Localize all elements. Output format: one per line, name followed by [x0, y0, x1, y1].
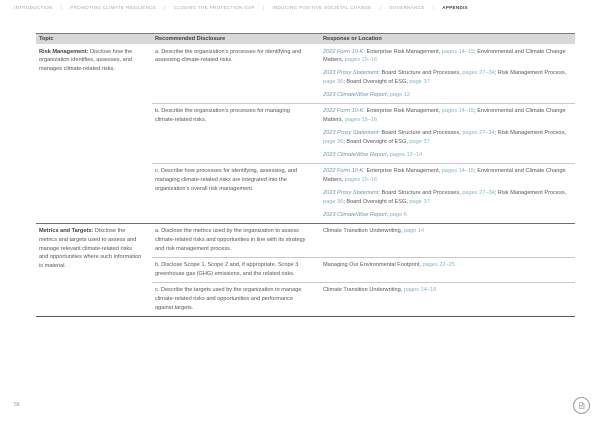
text-segment: Enterprise Risk Management,	[364, 108, 442, 115]
page-reference-link[interactable]: page 14	[403, 228, 425, 235]
page-reference-link[interactable]: pages 15–16	[344, 177, 378, 184]
response-paragraph	[323, 48, 573, 65]
nav-item-promoting-climate-resilience[interactable]: PROMOTING CLIMATE RESILIENCE	[70, 5, 157, 10]
disclosure-cell: c. Describe the targets used by the organization to manage climate-related risks and opportunities and performance against targets.	[155, 287, 302, 311]
topic-description: Disclose how the organization identifies, assesses, and manages climate-related risks.	[39, 48, 133, 72]
response-cell	[320, 104, 575, 163]
page-reference-link[interactable]: page 6	[389, 211, 407, 218]
column-header-response-or-location: Response or Location	[323, 35, 382, 42]
text-segment: ; Risk Management Process,	[494, 190, 567, 197]
page-number: 58	[14, 402, 20, 408]
text-segment: ; Board Oversight of ESG,	[343, 78, 410, 85]
topic-title: Metrics and Targets:	[39, 228, 94, 235]
table-row	[152, 44, 575, 103]
disclosure-cell: a. Disclose the metrics used by the organization to assess climate-related risks and opportunities in line with its strategy and risk management process.	[155, 228, 306, 252]
page-reference-link[interactable]: page 37	[409, 78, 430, 85]
response-cell	[320, 258, 575, 282]
response-cell	[320, 224, 575, 257]
disclosure-cell: c. Describe how processes for identifying, assessing, and managing climate-related risks are integrated into the organization’s overall risk management.	[155, 168, 298, 192]
text-segment: ,	[386, 211, 390, 218]
table-row	[152, 163, 575, 223]
response-paragraph	[323, 151, 573, 160]
nav-separator: |	[262, 5, 265, 10]
page-reference-link[interactable]: page 36	[323, 198, 344, 205]
document-name: 2022 Form 10-K:	[323, 168, 365, 175]
text-segment: ; Risk Management Process,	[494, 70, 567, 77]
page-reference-link[interactable]: page 37	[409, 198, 430, 205]
response-cell	[320, 44, 575, 103]
document-name: 2023 ClimateWise Report	[323, 91, 387, 98]
response-paragraph	[323, 69, 573, 86]
response-paragraph	[323, 129, 573, 146]
nav-separator: |	[60, 5, 63, 10]
response-paragraph	[323, 167, 573, 184]
response-paragraph	[323, 286, 573, 295]
topic-description: Disclose the metrics and targets used to assess and manage relevant climate-related risks and opportunities where such information is material.	[39, 228, 142, 269]
top-nav	[14, 5, 590, 11]
nav-separator: |	[432, 5, 435, 10]
document-name: 2022 Form 10-K:	[323, 108, 365, 115]
text-segment: Climate Transition Underwriting,	[323, 228, 404, 235]
page-reference-link[interactable]: pages 12–14	[389, 151, 423, 158]
table-row	[152, 103, 575, 163]
page-reference-link[interactable]: page 37	[409, 138, 430, 145]
page-reference-link[interactable]: pages 27–34	[462, 130, 495, 137]
document-name: 2023 Proxy Statement:	[323, 190, 380, 197]
column-header-recommended-disclosure: Recommended Disclosure	[155, 35, 226, 42]
document-name: 2023 ClimateWise Report	[323, 211, 387, 218]
page-reference-link[interactable]: page 36	[323, 138, 344, 145]
nav-item-introduction[interactable]: INTRODUCTION	[14, 5, 53, 10]
risk-management-group	[36, 44, 575, 223]
topic-cell-metrics-and-targets	[36, 224, 152, 316]
table-header-row	[36, 34, 575, 44]
text-segment: ; Environmental and Climate Change Matters,	[323, 48, 566, 64]
response-paragraph	[323, 107, 573, 124]
page-reference-link[interactable]: pages 15–16	[344, 57, 378, 64]
disclosure-cell: b. Describe the organization’s processes for managing climate-related risks.	[155, 108, 290, 124]
text-segment: ,	[386, 91, 390, 98]
response-paragraph	[323, 211, 573, 220]
topic-title: Risk Management:	[39, 48, 89, 55]
response-cell	[320, 164, 575, 223]
table-row	[152, 257, 575, 282]
nav-separator: |	[379, 5, 382, 10]
response-paragraph	[323, 227, 573, 236]
document-icon-glyph	[577, 401, 586, 410]
table-row	[152, 282, 575, 316]
page-reference-link[interactable]: pages 27–34	[462, 190, 495, 197]
nav-item-appendix[interactable]: APPENDIX	[442, 5, 469, 10]
text-segment: Climate Transition Underwriting,	[323, 287, 404, 294]
document-name: 2023 Proxy Statement:	[323, 130, 380, 137]
nav-item-governance[interactable]: GOVERNANCE	[389, 5, 425, 10]
text-segment: Enterprise Risk Management,	[364, 168, 442, 175]
tcfd-index-table	[36, 33, 575, 317]
column-header-topic: Topic	[39, 35, 54, 42]
disclosure-cell: a. Describe the organization’s processes for identifying and assessing climate-related risks.	[155, 48, 302, 64]
document-name: 2023 ClimateWise Report	[323, 151, 387, 158]
document-icon[interactable]	[573, 397, 590, 414]
nav-item-inducing-positive-societal-change[interactable]: INDUCING POSITIVE SOCIETAL CHANGE	[272, 5, 372, 10]
table-row	[152, 224, 575, 257]
response-paragraph	[323, 261, 573, 270]
text-segment: ; Board Oversight of ESG,	[343, 138, 410, 145]
text-segment: ; Board Oversight of ESG,	[343, 198, 410, 205]
page-reference-link[interactable]: pages 22–25	[422, 262, 455, 269]
text-segment: Board Structure and Processes,	[379, 190, 463, 197]
text-segment: ; Environmental and Climate Change Matters,	[323, 108, 566, 124]
metrics-and-targets-group	[36, 223, 575, 316]
response-paragraph	[323, 91, 573, 100]
text-segment: ; Risk Management Process,	[494, 130, 567, 137]
page-reference-link[interactable]: pages 15–16	[344, 117, 378, 124]
page-reference-link[interactable]: pages 14–18	[403, 287, 437, 294]
response-paragraph	[323, 189, 573, 206]
text-segment: Board Structure and Processes,	[379, 130, 463, 137]
page-reference-link[interactable]: pages 14–15	[441, 168, 475, 175]
nav-separator: |	[164, 5, 166, 10]
page-reference-link[interactable]: pages 14–15	[441, 108, 475, 115]
text-segment: Board Structure and Processes,	[379, 70, 463, 77]
nav-item-closing-the-protection-gap[interactable]: CLOSING THE PROTECTION GAP	[173, 5, 255, 10]
page-reference-link[interactable]: page 12	[389, 91, 411, 98]
topic-cell-risk-management	[36, 44, 152, 223]
text-segment: ; Environmental and Climate Change Matters,	[323, 168, 566, 184]
text-segment: ,	[386, 151, 390, 158]
document-name: 2023 Proxy Statement:	[323, 70, 380, 77]
disclosure-cell: b. Disclose Scope 1, Scope 2 and, if appropriate, Scope 3 greenhouse gas (GHG) emissions, and the related risks.	[155, 262, 299, 277]
response-cell	[320, 283, 575, 316]
document-name: 2022 Form 10-K:	[323, 48, 365, 55]
page-reference-link[interactable]: pages 27–34	[462, 70, 495, 77]
text-segment: Managing Our Environmental Footprint,	[323, 262, 423, 269]
page-reference-link[interactable]: page 36	[323, 78, 344, 85]
page-reference-link[interactable]: pages 14–15	[441, 48, 475, 55]
text-segment: Enterprise Risk Management,	[364, 48, 442, 55]
